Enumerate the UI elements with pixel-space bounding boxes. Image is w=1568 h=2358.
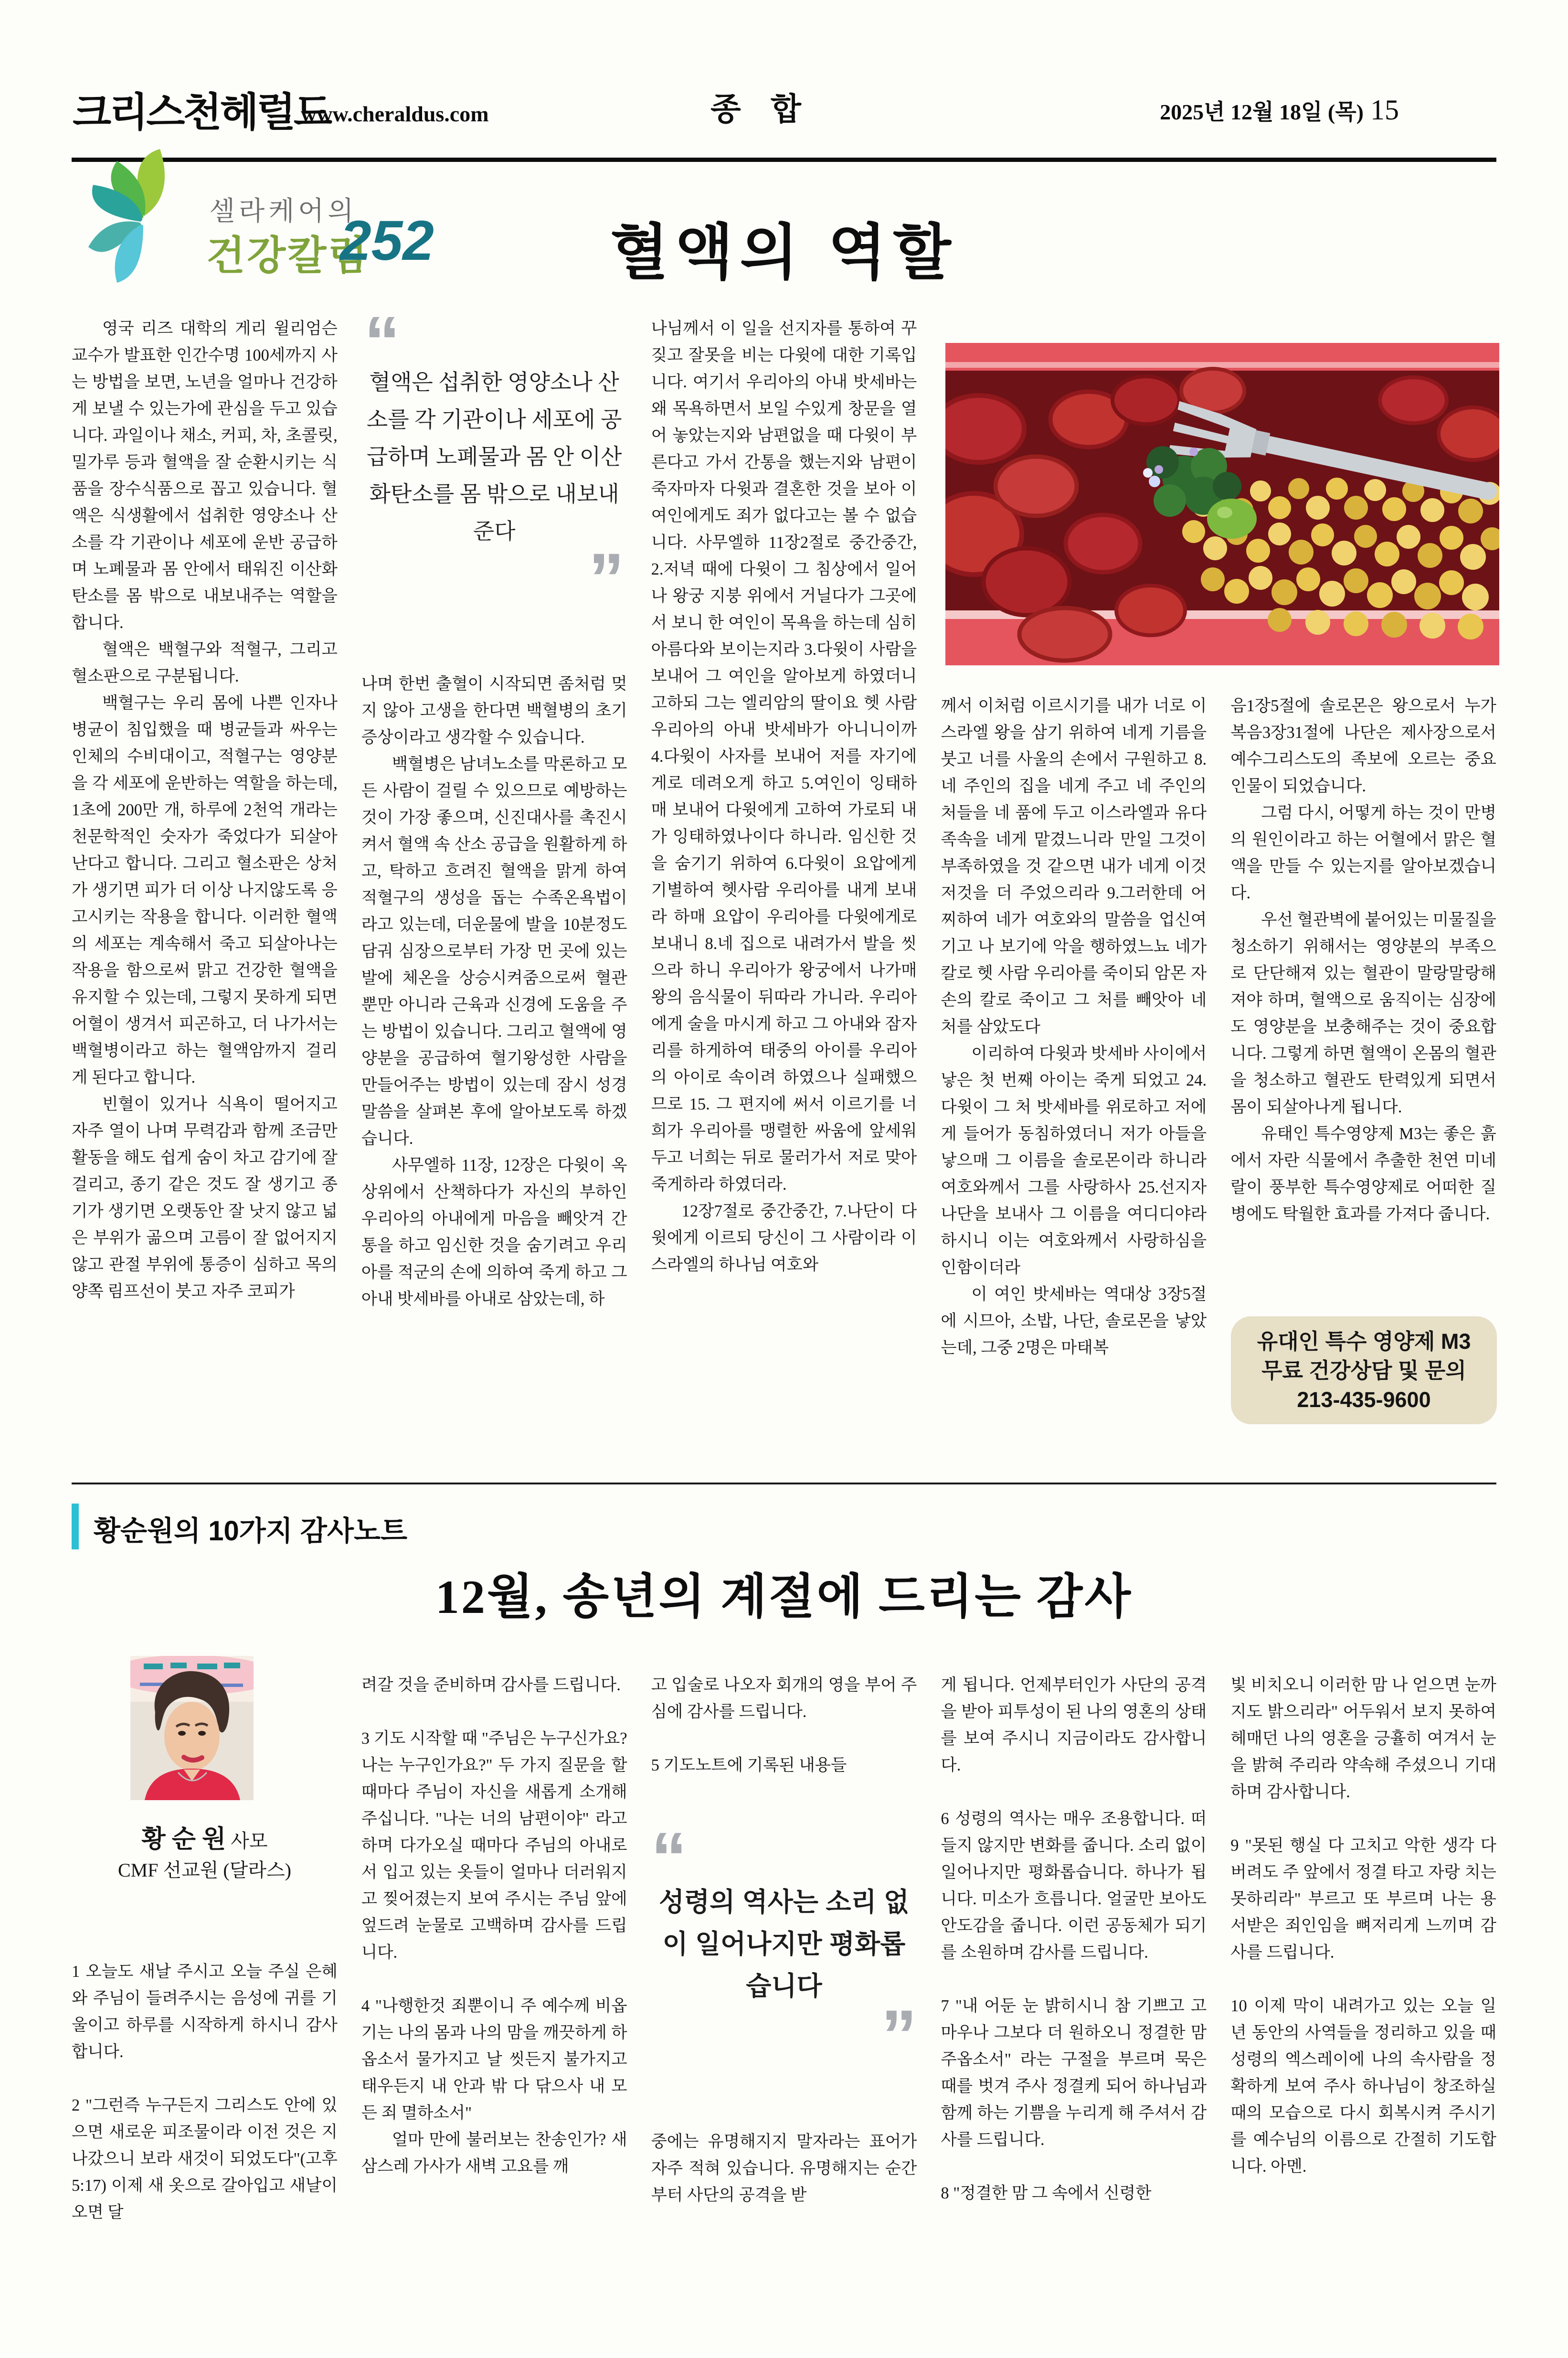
paragraph: 백혈병은 남녀노소를 막론하고 모든 사람이 걸릴 수 있으므로 예방하는 것이 가장 좋으며, 신진대사를 촉진시켜서 혈액 속 산소 공급을 원활하게 하고, 탁하고 흐려진 혈액을 맑게 하여 적혈구의 생성을 돕는 수족온욕법이라고 있는데, 더운물에 발을 10분정도 담궈 심장으로부터 가장 먼 곳에 있는 발에 체온을 상승시켜줌으로써 혈관 뿐만 아니라 근육과 신경에 도움을 주는 방법이 있습니다. 그리고 혈액에 영양분을 공급하여 혈기왕성한 사람을 만들어주는 방법이 있는데 잠시 성경말씀을 살펴본 후에 알아보도록 하겠습니다. bbox=[361, 755, 627, 1148]
paragraph: 3 기도 시작할 때 "주님은 누구신가요? 나는 누구인가요?" 두 가지 질문을 할 때마다 주님이 자신을 새롭게 소개해 주십니다. "나는 너의 남편이야" 라고 하며 다가오실 때마다 주님의 아내로서 입고 있는 옷들이 얼마나 더러워지고 찢어졌는지 보여 주시는 주님 앞에 엎드려 눈물로 고백하며 감사를 드립니다. bbox=[361, 1729, 627, 1962]
blood-vessel-photo bbox=[945, 343, 1499, 665]
article2-column-5 bbox=[1230, 1672, 1496, 2337]
paragraph: 중에는 유명해지지 말자라는 표어가 자주 적혀 있습니다. 유명해지는 순간부터 사단의 공격을 받 bbox=[651, 2133, 917, 2204]
paragraph: 음1장5절에 솔로몬은 왕으로서 누가복음3장31절에 나단은 제사장으로서 예수그리스도의 족보에 오르는 중요 인물이 되었습니다. bbox=[1230, 697, 1496, 795]
article2-column-2 bbox=[361, 1672, 627, 2337]
article2-kicker: 황순원의 10가지 감사노트 bbox=[94, 1515, 408, 1547]
masthead-logo: 크리스천헤럴드 bbox=[73, 90, 331, 135]
article1-body bbox=[72, 315, 1496, 1424]
logo-subtitle: 셀라케어의 bbox=[209, 196, 358, 226]
paragraph: 9 "못된 행실 다 고치고 악한 생각 다 버려도 주 앞에서 정결 타고 자랑 치는 못하리라" 부르고 또 부르며 나는 용서받은 죄인임을 뼈저리게 느끼며 감사를 드립니다. bbox=[1230, 1836, 1496, 1962]
page-number: 15 bbox=[1370, 94, 1399, 126]
paragraph: 나님께서 이 일을 선지자를 통하여 꾸짖고 잘못을 비는 다윗에 대한 기록입니다. 여기서 우리아의 아내 밧세바는 왜 목욕하면서 보일 수있게 창문을 열어 놓았는지와 남편없을 때 다윗이 부른다고 가서 간통을 했는지와 남편이 죽자마자 다윗과 결혼한 것을 보아 이 여인에게도 죄가 없다고는 볼 수 없습니다. 사무엘하 11장2절로 중간중간, 2.저녁 때에 다윗이 그 침상에서 일어나 왕궁 지붕 위에서 거닐다가 그곳에서 보니 한 여인이 목욕을 하는데 심히 아름다와 보이는지라 3.다윗이 사람을 보내어 그 여인을 알아보게 하였더니 고하되 그는 엘리암의 딸이요 헷 사람 우리아의 아내 밧세바가 아니니이까 4.다윗이 사자를 보내어 저를 자기에게로 데려오게 하고 5.여인이 잉태하매 보내어 다윗에게 고하여 가로되 내가 잉태하였나이다 하니라. 임신한 것을 숨기기 위하여 6.다윗이 요압에게 기별하여 헷사람 우리아를 내게 보내라 하매 요압이 우리아를 다윗에게로 보내니 8.네 집으로 내려가서 발을 씻으라 하니 우리아가 왕궁에서 나가매 왕의 음식물이 뒤따라 가니라. 우리아에게 술을 마시게 하고 그 아내와 잠자리를 하게하여 태중의 아이를 우리아의 아이로 속이려 하였으나 실패했으므로 15. 그 편지에 써서 이르기를 너희가 우리아를 맹렬한 싸움에 앞세워 두고 너희는 뒤로 물러가서 저로 맞아 죽게하라 하였더라. bbox=[651, 320, 917, 1194]
ad-phone: 213-435-9600 bbox=[1297, 1387, 1431, 1412]
paragraph: 께서 이처럼 이르시기를 내가 너로 이스라엘 왕을 삼기 위하여 네게 기름을 붓고 너를 사울의 손에서 구원하고 8.네 주인의 집을 네게 주고 네 주인의 처들을 네 품에 두고 이스라엘과 유다 족속을 네게 맡겼느니라 만일 그것이 부족하였을 것 같으면 내가 네게 이것 저것을 더 주었으리라 9.그러한데 어찌하여 네가 여호와의 말씀을 업신여기고 나 보기에 악을 행하였느뇨 네가 칼로 헷 사람 우리아를 죽이되 암몬 자손의 칼로 죽이고 그 처를 빼앗아 네 처를 삼았도다 bbox=[941, 697, 1207, 1036]
paragraph: 나며 한번 출혈이 시작되면 좀처럼 멎지 않아 고생을 한다면 백혈병의 초기 증상이라고 생각할 수 있습니다. bbox=[361, 675, 627, 747]
article2-column-4 bbox=[941, 1672, 1207, 2337]
close-quote-icon: ” bbox=[588, 538, 625, 619]
paragraph: 8 "정결한 맘 그 속에서 신령한 bbox=[941, 2184, 1152, 2202]
pull-quote-text: 성령의 역사는 소리 없이 일어나지만 평화롭습니다 bbox=[658, 1887, 909, 2001]
article2-column-3 bbox=[651, 1672, 917, 2337]
paragraph: 영국 리즈 대학의 게리 윌리엄슨 교수가 발표한 인간수명 100세까지 사는 방법을 보면, 노년을 얼마나 건강하게 보낼 수 있는가에 관심을 두고 있습니다. 과일이나 채소, 커피, 차, 초콜릿, 밀가루 등과 혈액을 잘 순환시키는 식품을 장수식품으로 꼽고 있습니다. 혈액은 식생활에서 섭취한 영양소나 산소를 각 기관이나 세포에 운반 공급하며 노폐물과 몸 안에서 태워진 이산화탄소를 몸 밖으로 내보내주는 역할을 합니다. bbox=[72, 320, 338, 632]
article2-body bbox=[72, 1672, 1496, 2337]
author-name: 황 순 원 사모 bbox=[141, 1826, 268, 1853]
paragraph: 유태인 특수영양제 M3는 좋은 흙에서 자란 식물에서 추출한 천연 미네랄이 풍부한 특수영양제로 어떠한 질병에도 탁월한 효과를 가져다 줍니다. bbox=[1230, 1125, 1496, 1223]
ad-box bbox=[1231, 1316, 1497, 1424]
kicker-bar bbox=[72, 1504, 79, 1549]
header-rule bbox=[72, 158, 1496, 162]
paragraph: 이리하여 다윗과 밧세바 사이에서 낳은 첫 번째 아이는 죽게 되었고 24.다윗이 그 처 밧세바를 위로하고 저에게 들어가 동침하였더니 저가 아들을 낳으매 그 이름을 솔로몬이라 하니라 여호와께서 그를 사랑하사 25.선지자 나단을 보내사 그 이름을 여디디야라 하시니 이는 여호와께서 사랑하심을 인함이더라 bbox=[941, 1045, 1207, 1277]
paragraph: 백혈구는 우리 몸에 나쁜 인자나 병균이 침입했을 때 병균들과 싸우는 인체의 수비대이고, 적혈구는 영양분을 각 세포에 운반하는 역할을 하는데, 1초에 200만 개, 하루에 2천억 개라는 천문학적인 숫자가 죽었다가 되살아 난다고 합니다. 그리고 혈소판은 상처가 생기면 피가 더 이상 나지않도록 응고시키는 작용을 합니다. 이러한 혈액의 세포는 계속해서 죽고 되살아나는 작용을 함으로써 맑고 건강한 혈액을 유지할 수 있는데, 그렇지 못하게 되면 어혈이 생겨서 피곤하고, 더 나가서는 백혈병이라고 하는 혈액암까지 걸리게 된다고 합니다. bbox=[72, 694, 338, 1087]
paragraph: 빛 비치오니 이러한 맘 나 얻으면 눈까지도 밝으리라" 어두워서 보지 못하여 헤매던 나의 영혼을 긍휼히 여겨서 눈을 밝혀 주리라 약속해 주셨으니 기대하며 감사합니다. bbox=[1230, 1676, 1496, 1801]
masthead-url: www.cheraldus.com bbox=[301, 102, 489, 126]
ad-offer: 무료 건강상담 및 문의 bbox=[1261, 1358, 1466, 1383]
pull-quote bbox=[361, 315, 627, 671]
paragraph: 5 기도노트에 기록된 내용들 bbox=[651, 1756, 847, 1774]
paragraph: 혈액은 백혈구와 적혈구, 그리고 혈소판으로 구분됩니다. bbox=[72, 640, 338, 685]
paragraph: 7 "내 어둔 눈 밝히시니 참 기쁘고 고마우나 그보다 더 원하오니 정결한 맘 주옵소서" 라는 구절을 부르며 묵은 때를 벗겨 주사 정결케 되어 하나님과 함께 하는 기쁨을 누리게 해 주셔서 감사를 드립니다. bbox=[941, 1997, 1207, 2149]
paragraph: 사무엘하 11장, 12장은 다윗이 옥상위에서 산책하다가 자신의 부하인 우리아의 아내에게 마음을 빼앗겨 간통을 하고 임신한 것을 숨기려고 우리아를 적군의 손에 의하여 죽게 하고 그 아내 밧세바를 아내로 삼았는데, 하 bbox=[361, 1156, 627, 1308]
paragraph: 게 됩니다. 언제부터인가 사단의 공격을 받아 피투성이 된 나의 영혼의 상태를 보여 주시니 지금이라도 감사합니다. bbox=[941, 1676, 1207, 1774]
section-label: 종 합 bbox=[710, 91, 812, 127]
article2-headline: 12월, 송년의 계절에 드리는 감사 bbox=[435, 1570, 1133, 1623]
paragraph: 10 이제 막이 내려가고 있는 오늘 일 년 동안의 사역들을 정리하고 있을 때 성령의 엑스레이에 나의 속사람을 정확하게 보여 주사 하나님이 창조하실 때의 모습으로 다시 회복시켜 주시기를 예수님의 이름으로 간절히 기도합니다. 아멘. bbox=[1230, 1997, 1496, 2176]
dateline bbox=[1089, 94, 1399, 127]
open-quote-icon: “ bbox=[364, 315, 400, 382]
paragraph: 려갈 것을 준비하며 감사를 드립니다. bbox=[361, 1676, 621, 1694]
pull-quote-text: 혈액은 섭취한 영양소나 산소를 각 기관이나 세포에 공급하며 노폐물과 몸 안 이산화탄소를 몸 밖으로 내보내 준다 bbox=[366, 370, 622, 544]
close-quote-icon: ” bbox=[881, 1995, 917, 2075]
article1-column-2 bbox=[361, 315, 627, 1424]
paragraph: 고 입술로 나오자 회개의 영을 부어 주심에 감사를 드립니다. bbox=[651, 1676, 917, 1721]
paragraph: 그럼 다시, 어떻게 하는 것이 만병의 원인이라고 하는 어혈에서 맑은 혈액을 만들 수 있는지를 알아보겠습니다. bbox=[1230, 804, 1496, 902]
paragraph: 4 "나행한것 죄뿐이니 주 예수께 비옵기는 나의 몸과 나의 맘을 깨끗하게 하옵소서 물가지고 날 씻든지 불가지고 태우든지 내 안과 밖 다 닦으사 내 모든 죄 멸하소서" bbox=[361, 1997, 627, 2122]
paragraph: 2 "그런즉 누구든지 그리스도 안에 있으면 새로운 피조물이라 이전 것은 지나갔으니 보라 새것이 되었도다"(고후 5:17) 이제 새 옷으로 갈아입고 새날이 오면 달 bbox=[72, 2096, 338, 2221]
article1-column-3 bbox=[651, 315, 917, 1424]
author-title: 사모 bbox=[226, 1830, 268, 1852]
date-text: 2025년 12월 18일 (목) bbox=[1160, 100, 1364, 124]
logo-issue-number: 252 bbox=[340, 209, 434, 272]
section-divider bbox=[72, 1483, 1496, 1484]
paragraph: 1 오늘도 새날 주시고 오늘 주실 은혜와 주님이 들려주시는 음성에 귀를 기울이고 하루를 시작하게 하시니 감사합니다. bbox=[72, 1963, 338, 2061]
article2-column-1 bbox=[72, 1672, 338, 2337]
logo-title: 건강칼럼 bbox=[206, 233, 369, 278]
article1-column-1 bbox=[72, 315, 338, 1424]
paragraph: 얼마 만에 불러보는 찬송인가? 새삼스레 가사가 새벽 고요를 깨 bbox=[361, 2131, 627, 2176]
author-affiliation: CMF 선교원 (달라스) bbox=[118, 1859, 291, 1881]
ad-product: 유대인 특수 영양제 M3 bbox=[1257, 1329, 1471, 1354]
paragraph: 12장7절로 중간중간, 7.나단이 다윗에게 이르되 당신이 그 사람이라 이스라엘의 하나님 여호와 bbox=[651, 1202, 917, 1274]
paragraph: 6 성령의 역사는 매우 조용합니다. 떠들지 않지만 변화를 줍니다. 소리 없이 일어나지만 평화롭습니다. 하나가 됩니다. 미소가 흐릅니다. 얼굴만 보아도 안도감을 줍니다. 이런 공동체가 되기를 소원하며 감사를 드립니다. bbox=[941, 1810, 1207, 1962]
paragraph: 우선 혈관벽에 붙어있는 미물질을 청소하기 위해서는 영양분의 부족으로 단단해져 있는 혈관이 말랑말랑해져야 하며, 혈액으로 움직이는 심장에도 영양분을 보충해주는 것이 중요합니다. 그렇게 하면 혈액이 온몸의 혈관을 청소하고 혈관도 탄력있게 되면서 몸이 되살아나게 됩니다. bbox=[1230, 911, 1496, 1116]
paragraph: 빈혈이 있거나 식욕이 떨어지고 자주 열이 나며 무력감과 함께 조금만 활동을 해도 쉽게 숨이 차고 감기에 잘 걸리고, 종기 같은 것도 잘 생기고 종기가 생기면 오랫동안 잘 낫지 않고 넓은 부위가 곪으며 고름이 잘 없어지지 않고 관절 부위에 통증이 심하고 목의 양쪽 림프선이 붓고 자주 코피가 bbox=[72, 1095, 338, 1301]
open-quote-icon: “ bbox=[651, 1817, 687, 1898]
pull-quote bbox=[651, 1817, 917, 2075]
paragraph: 이 여인 밧세바는 역대상 3장5절에 시므아, 소밥, 나단, 솔로몬을 낳았는데, 그중 2명은 마태복 bbox=[941, 1285, 1207, 1357]
article1-headline: 혈액의 역할 bbox=[610, 219, 958, 286]
